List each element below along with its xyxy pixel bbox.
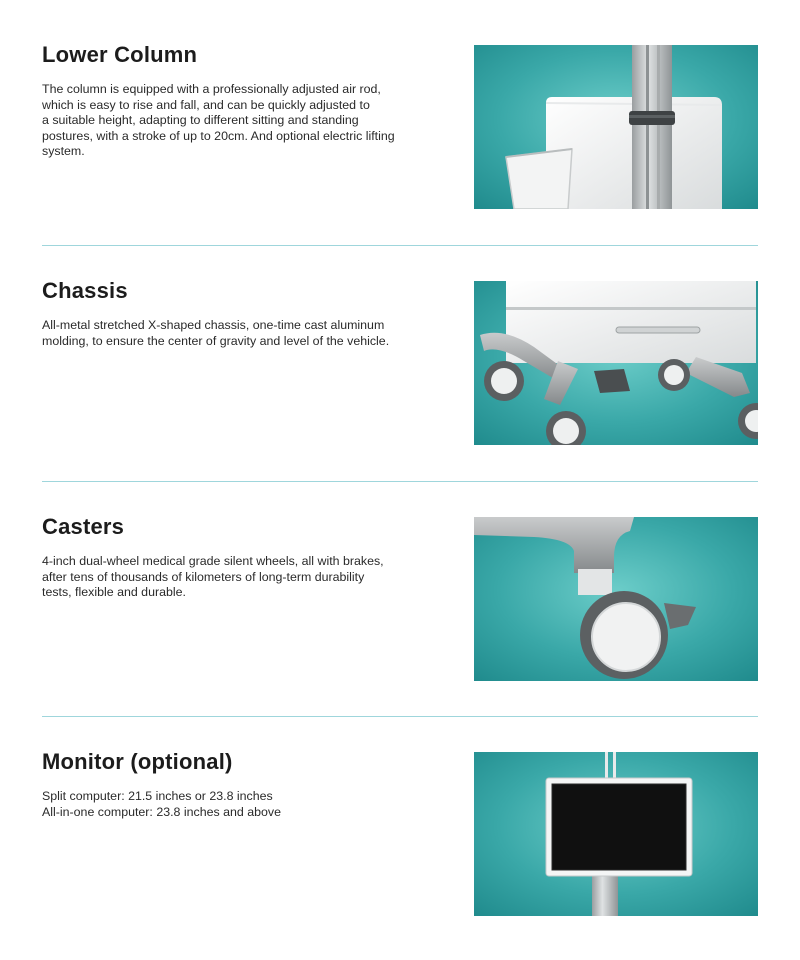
- description-line: Split computer: 21.5 inches or 23.8 inches: [42, 789, 273, 803]
- description-line: The column is equipped with a professionally adjusted air rod,: [42, 82, 381, 96]
- description-line: after tens of thousands of kilometers of long-term durability: [42, 569, 365, 584]
- section-chassis: [0, 236, 800, 471]
- section-title: Monitor (optional): [42, 749, 233, 774]
- section-description: [42, 554, 427, 601]
- description-line: molding, to ensure the center of gravity and level of the vehicle.: [42, 333, 390, 348]
- description-line: which is easy to rise and fall, and can be quickly adjusted to: [42, 97, 370, 112]
- section-monitor: [0, 707, 800, 942]
- section-title: Casters: [42, 514, 125, 539]
- monitor-photo: [474, 752, 758, 916]
- section-casters: [0, 472, 800, 707]
- description-line: postures, with a stroke of up to 20cm. And optional electric lifting: [42, 128, 395, 143]
- description-line: system.: [42, 144, 85, 158]
- casters-photo: [474, 517, 758, 681]
- section-description: [42, 318, 427, 349]
- chassis-photo: [474, 281, 758, 445]
- section-title: Lower Column: [42, 42, 198, 67]
- description-line: a suitable height, adapting to different sitting and standing: [42, 113, 359, 127]
- description-line: 4-inch dual-wheel medical grade silent wheels, all with brakes,: [42, 554, 384, 568]
- section-lower-column: [0, 0, 800, 235]
- description-line: tests, flexible and durable.: [42, 585, 186, 599]
- section-description: [42, 82, 427, 160]
- section-title: Chassis: [42, 278, 128, 303]
- lower-column-photo: [474, 45, 758, 209]
- description-line: All-metal stretched X-shaped chassis, one-time cast aluminum: [42, 318, 385, 332]
- section-description: [42, 789, 427, 820]
- description-line: All-in-one computer: 23.8 inches and above: [42, 804, 282, 819]
